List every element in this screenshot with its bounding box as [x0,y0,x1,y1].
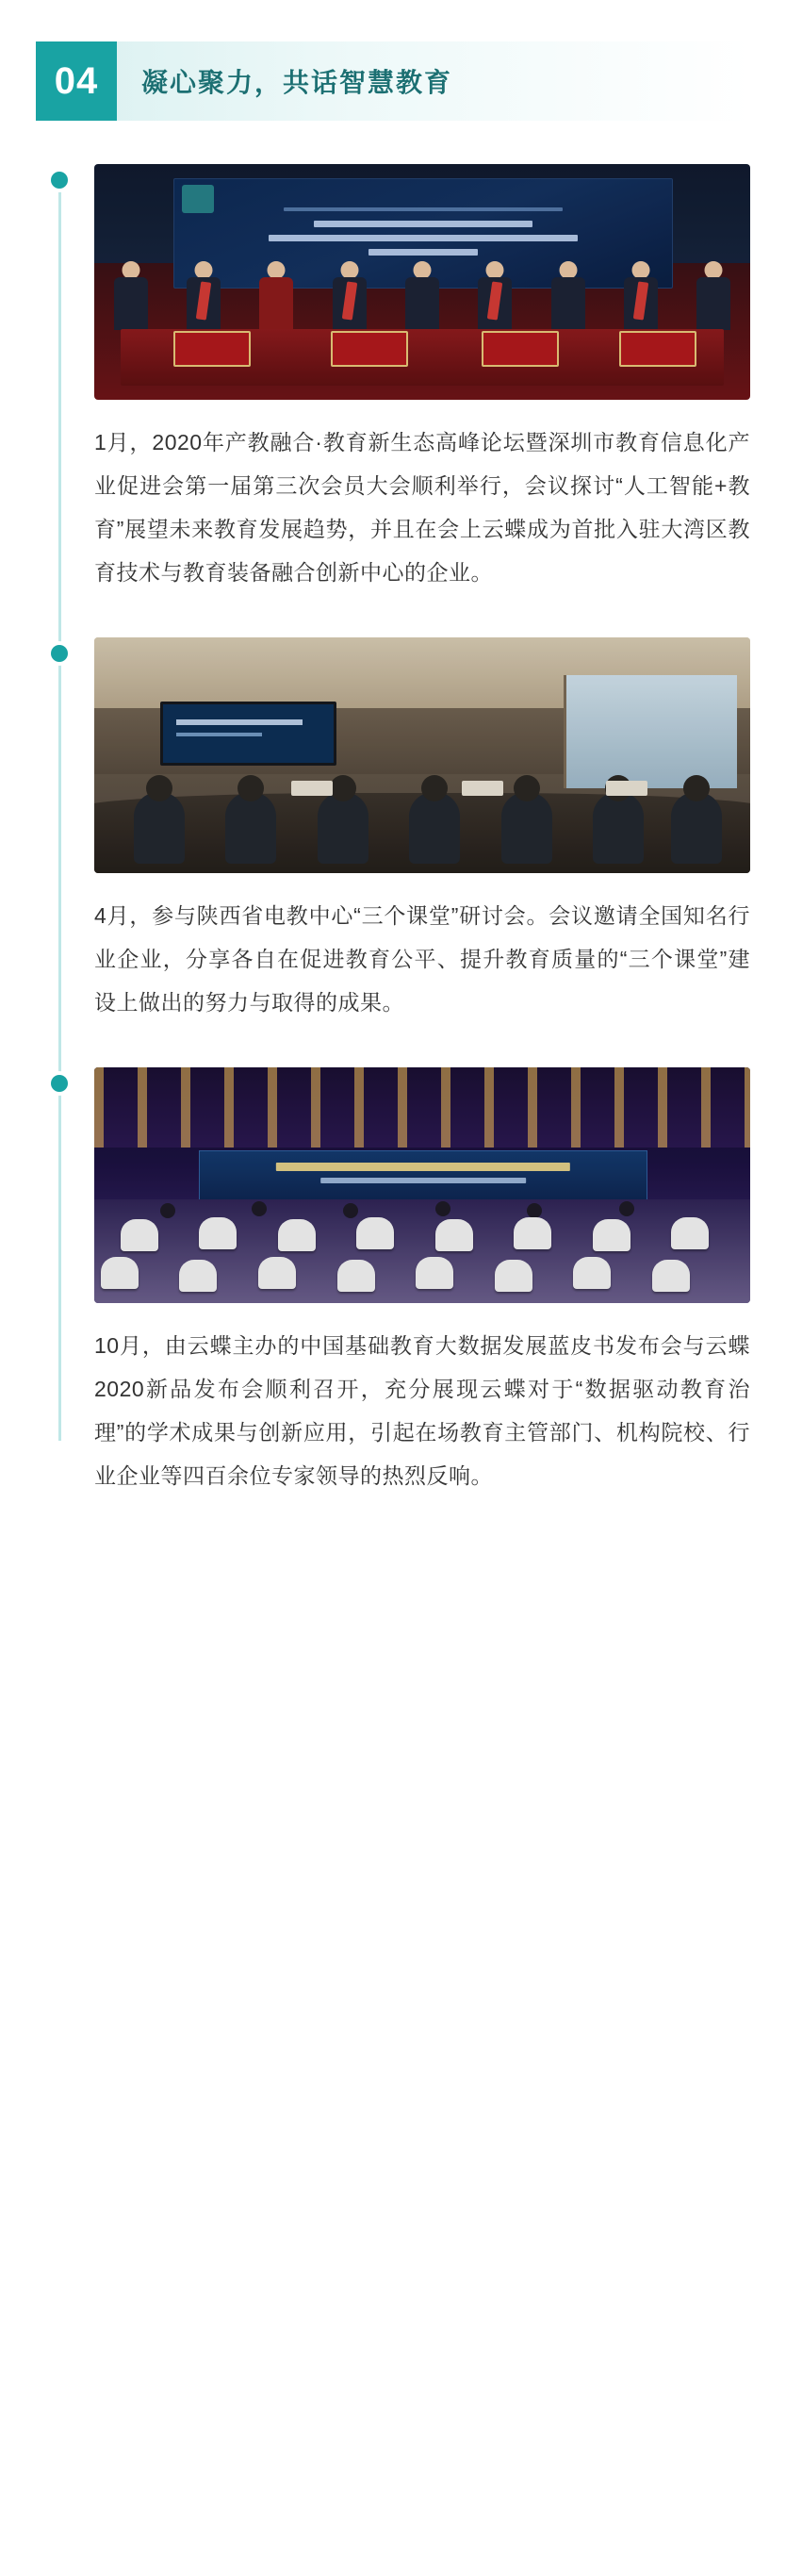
timeline-entry [36,637,750,1024]
audience-chair [101,1257,139,1289]
audience-chair [593,1219,630,1251]
attendee [671,792,722,864]
attendee [318,792,368,864]
person [477,261,513,329]
signing-folder [331,331,408,367]
person [332,261,368,329]
name-card [291,781,333,796]
timeline-dot-icon [51,1075,68,1092]
people-row [94,258,750,329]
attendee [501,792,552,864]
screen-logo-icon [182,185,214,213]
section-number: 04 [36,41,117,121]
hall-ceiling-lights [94,1067,750,1148]
monitor-text-line-1 [176,719,303,725]
screen-text-line-1 [276,1163,570,1171]
attendee [225,792,276,864]
timeline-entry [36,164,750,594]
stage-screen [199,1150,647,1204]
audience-chair [199,1217,237,1249]
signing-ceremony-photo [94,164,750,400]
room-window [564,675,737,788]
person [186,261,221,329]
screen-text-line-1 [314,221,533,227]
audience-chair [278,1219,316,1251]
audience-chair [337,1260,375,1292]
signing-folder [619,331,696,367]
audience-chair [416,1257,453,1289]
audience-chair [652,1260,690,1292]
presentation-monitor [160,702,336,767]
audience-chair [121,1219,158,1251]
person [113,261,149,329]
attendee [409,792,460,864]
person [550,261,586,329]
entry-caption: 4月，参与陕西省电教中心“三个课堂”研讨会。会议邀请全国知名行业企业，分享各自在促进教育公平、提升教育质量的“三个课堂”建设上做出的努力与取得的成果。 [94,903,750,1015]
audience-chair [514,1217,551,1249]
signing-folder [173,331,251,367]
timeline-entry [36,1067,750,1497]
timeline [0,164,786,1497]
signing-folder [482,331,559,367]
section-header-banner [36,41,750,121]
attendee [134,792,185,864]
name-card [606,781,647,796]
audience-chair [356,1217,394,1249]
screen-text-line-3 [368,249,478,256]
screen-subtext [284,207,563,211]
audience-chair [179,1260,217,1292]
audience-chair [435,1219,473,1251]
audience-chair [573,1257,611,1289]
person [258,261,294,329]
attendee [593,792,644,864]
seminar-room-photo [94,637,750,873]
timeline-dot-icon [51,172,68,189]
person [623,261,659,329]
audience-chair [495,1260,532,1292]
person [404,261,440,329]
monitor-text-line-2 [176,733,261,736]
screen-text-line-2 [320,1178,526,1183]
audience-chair [671,1217,709,1249]
person [696,261,731,329]
name-card [462,781,503,796]
entry-caption: 10月，由云蝶主办的中国基础教育大数据发展蓝皮书发布会与云蝶2020新品发布会顺利召开，充分展现云蝶对于“数据驱动教育治理”的学术成果与创新应用，引起在场教育主管部门、机构院校、行业企业等四百余位专家领导的热烈反响。 [94,1333,750,1488]
entry-caption: 1月，2020年产教融合·教育新生态高峰论坛暨深圳市教育信息化产业促进会第一届第三次会员大会顺利举行，会议探讨“人工智能+教育”展望未来教育发展趋势，并且在会上云蝶成为首批入驻大湾区教育技术与教育装备融合创新中心的企业。 [94,430,750,585]
screen-text-line-2 [269,235,578,241]
audience-chair [258,1257,296,1289]
page-title: 凝心聚力，共话智慧教育 [141,68,453,97]
timeline-dot-icon [51,645,68,662]
conference-hall-photo [94,1067,750,1303]
